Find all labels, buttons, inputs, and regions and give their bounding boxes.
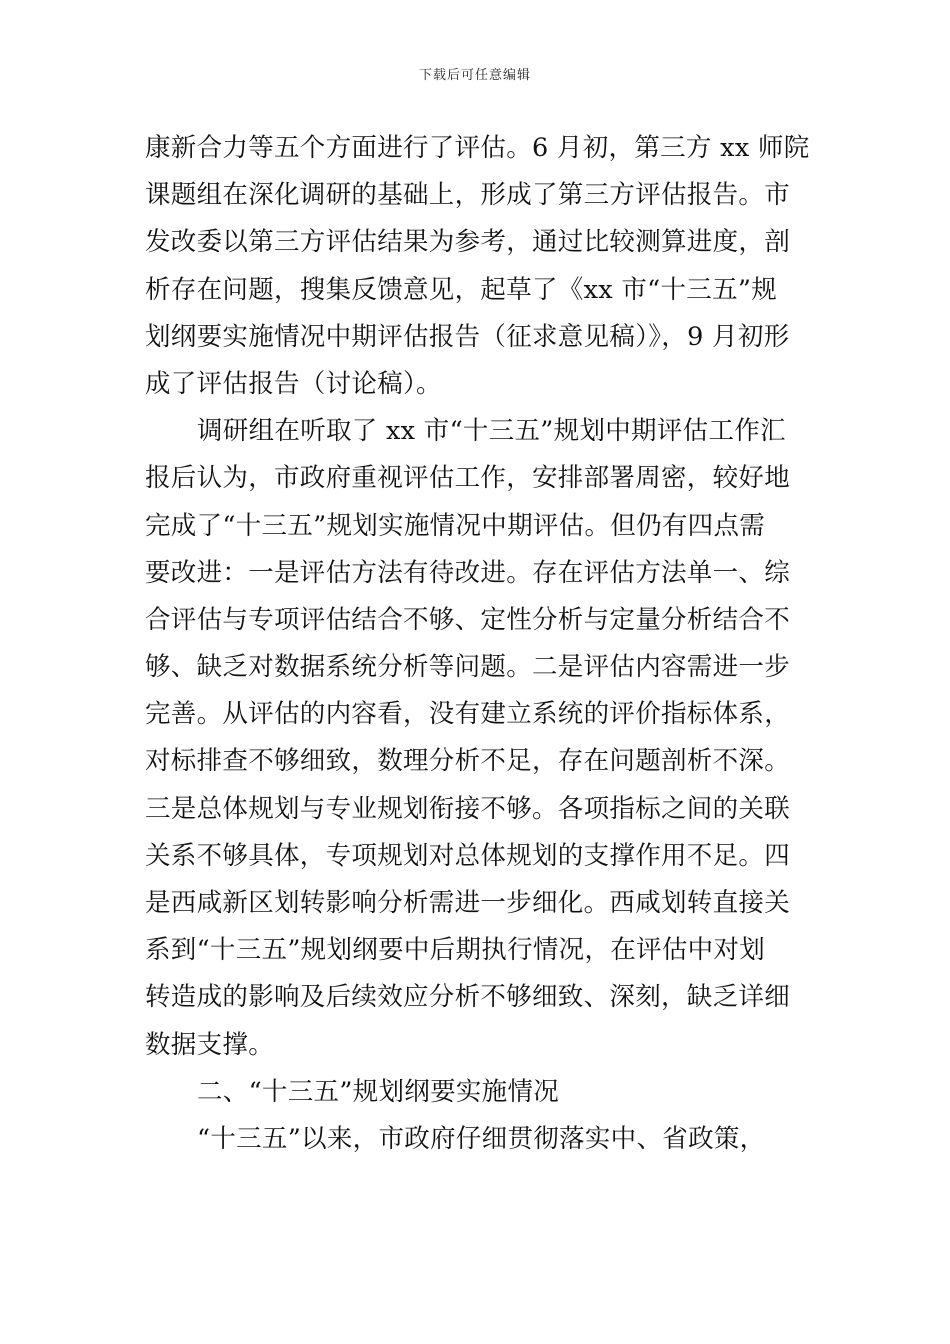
text-line: 析存在问题，搜集反馈意见，起草了《xx 市“十三五”规 <box>145 274 778 305</box>
text-line: 康新合力等五个方面进行了评估。6 月初，第三方 xx 师院 <box>145 133 810 163</box>
paragraph-start-line: “十三五”以来，市政府仔细贯彻落实中、省政策， <box>197 1123 766 1154</box>
text-line: 转造成的影响及后续效应分析不够细致、深刻，缺乏详细 <box>145 982 791 1013</box>
text-line: 是西咸新区划转影响分析需进一步细化。西咸划转直接关 <box>145 888 791 918</box>
text-line: 要改进：一是评估方法有待改进。存在评估方法单一、综 <box>145 557 791 588</box>
text-line: 成了评估报告（讨论稿）。 <box>145 368 442 399</box>
text-line: 合评估与专项评估结合不够、定性分析与定量分析结合不 <box>145 604 791 635</box>
text-line: 课题组在深化调研的基础上，形成了第三方评估报告。市 <box>145 180 791 211</box>
text-line: 报后认为，市政府重视评估工作，安排部署周密，较好地 <box>145 463 791 494</box>
text-line: 划纲要实施情况中期评估报告（征求意见稿）》，9 月初形 <box>145 321 790 352</box>
text-line: 关系不够具体，专项规划对总体规划的支撑作用不足。四 <box>145 840 791 871</box>
text-line: 够、缺乏对数据系统分析等问题。二是评估内容需进一步 <box>145 652 791 683</box>
text-line: 系到“十三五”规划纲要中后期执行情况，在评估中对划 <box>145 935 766 966</box>
text-line: 完善。从评估的内容看，没有建立系统的评价指标体系， <box>145 699 791 730</box>
page-header: 下载后可任意编辑 <box>418 68 531 83</box>
text-line: 三是总体规划与专业规划衔接不够。各项指标之间的关联 <box>145 793 791 824</box>
text-line: 数据支撑。 <box>145 1029 275 1060</box>
section-heading: 二、“十三五”规划纲要实施情况 <box>197 1076 560 1107</box>
text-line: 对标排查不够细致，数理分析不足，存在问题剖析不深。 <box>145 746 791 777</box>
paragraph-start-line: 调研组在听取了 xx 市“十三五”规划中期评估工作汇 <box>197 416 786 447</box>
text-line: 完成了“十三五”规划实施情况中期评估。但仍有四点需 <box>145 510 766 541</box>
text-line: 发改委以第三方评估结果为参考，通过比较测算进度，剖 <box>145 227 791 258</box>
document-body <box>145 125 810 1163</box>
